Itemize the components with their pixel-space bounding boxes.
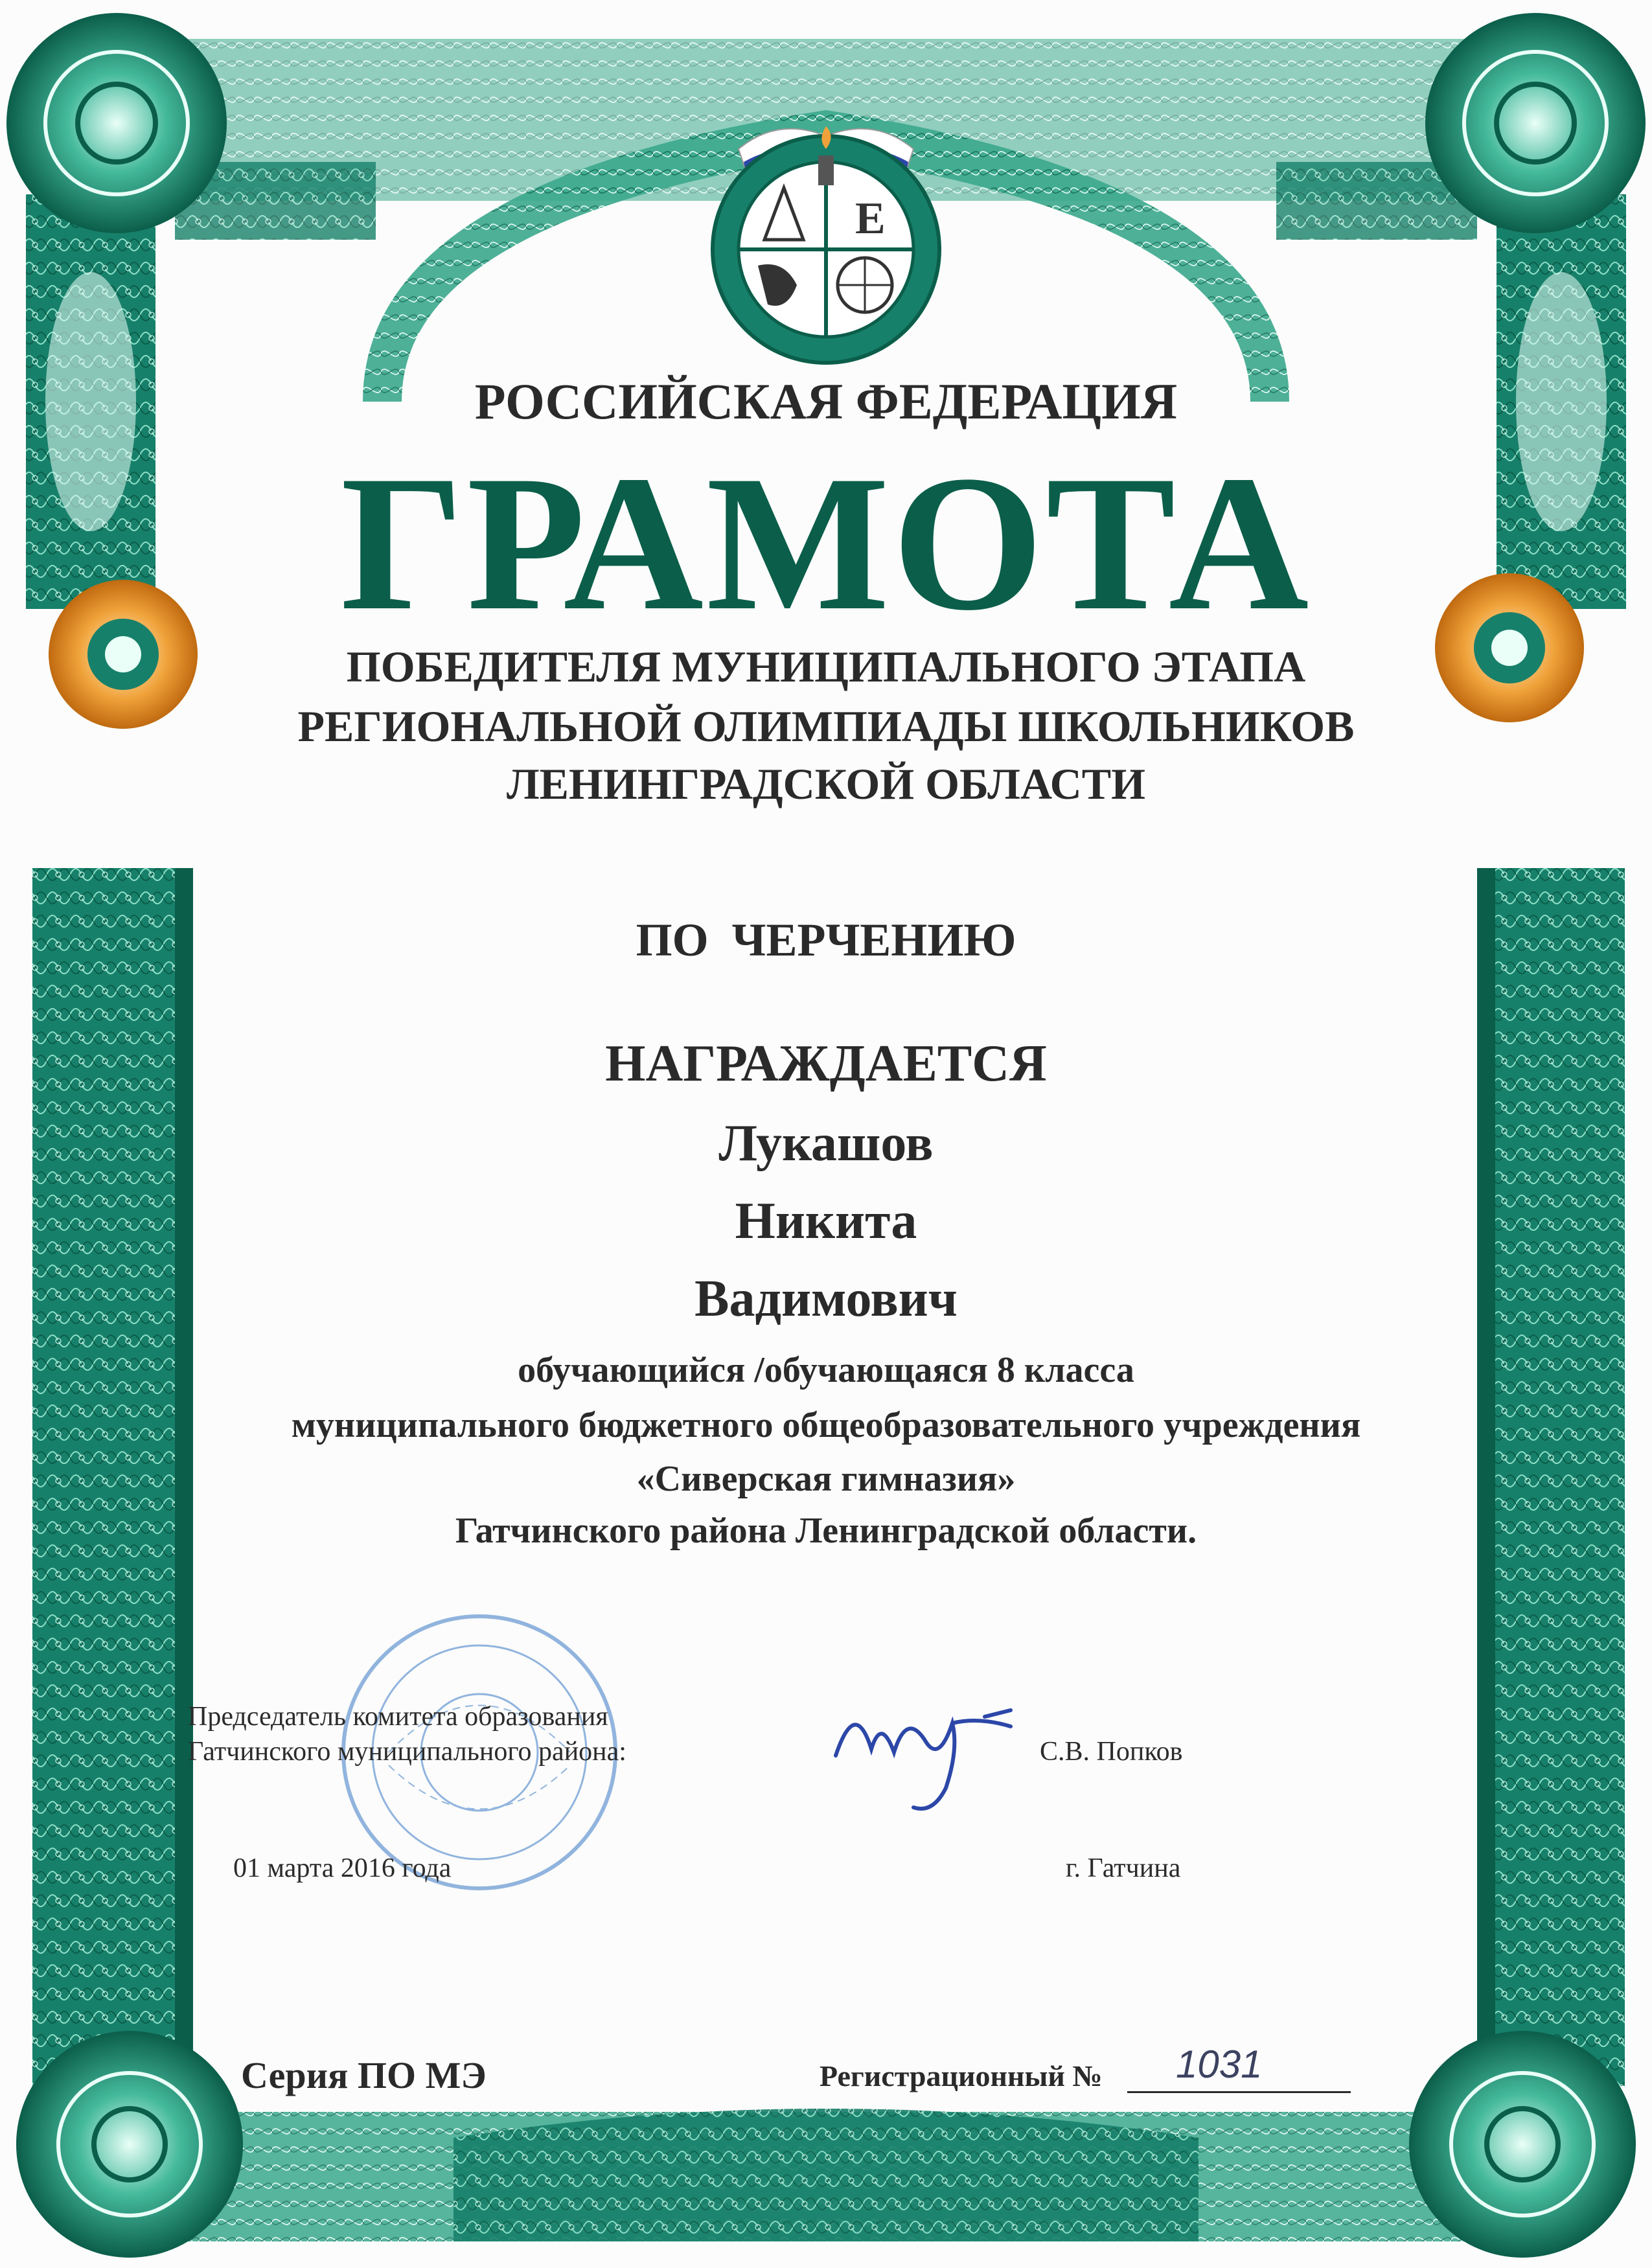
subtitle-line-1: ПОБЕДИТЕЛЯ МУНИЦИПАЛЬНОГО ЭТАПА [346,642,1306,691]
institution-line-1: обучающийся /обучающаяся 8 класса [518,1350,1134,1390]
signer-position-line-1: Председатель комитета образования [188,1702,608,1732]
institution-line-4: Гатчинского района Ленинградской области. [455,1511,1197,1551]
country-heading: РОССИЙСКАЯ ФЕДЕРАЦИЯ [474,373,1178,430]
issue-city: г. Гатчина [1066,1853,1181,1883]
series-label: Серия ПО МЭ [241,2054,487,2096]
subject-heading: ПО ЧЕРЧЕНИЮ [636,914,1016,966]
recipient-patronymic: Вадимович [694,1270,958,1327]
certificate-title: ГРАМОТА [340,435,1312,650]
svg-text:E: E [855,194,886,244]
signer-position-line-2: Гатчинского муниципального района: [188,1737,626,1767]
issue-date: 01 марта 2016 года [233,1853,452,1883]
recipient-last-name: Лукашов [718,1115,934,1172]
institution-line-3: «Сиверская гимназия» [636,1459,1016,1499]
registration-label: Регистрационный № [820,2059,1103,2092]
registration-number: 1031 [1176,2043,1263,2086]
awarded-label: НАГРАЖДАЕТСЯ [605,1035,1047,1092]
signer-name: С.В. Попков [1040,1737,1183,1767]
recipient-first-name: Никита [735,1193,917,1250]
institution-line-2: муниципального бюджетного общеобразовательного учреждения [291,1405,1361,1445]
registration-underline [1127,2091,1351,2093]
subtitle-line-3: ЛЕНИНГРАДСКОЙ ОБЛАСТИ [506,759,1146,808]
subtitle-line-2: РЕГИОНАЛЬНОЙ ОЛИМПИАДЫ ШКОЛЬНИКОВ [297,702,1355,751]
